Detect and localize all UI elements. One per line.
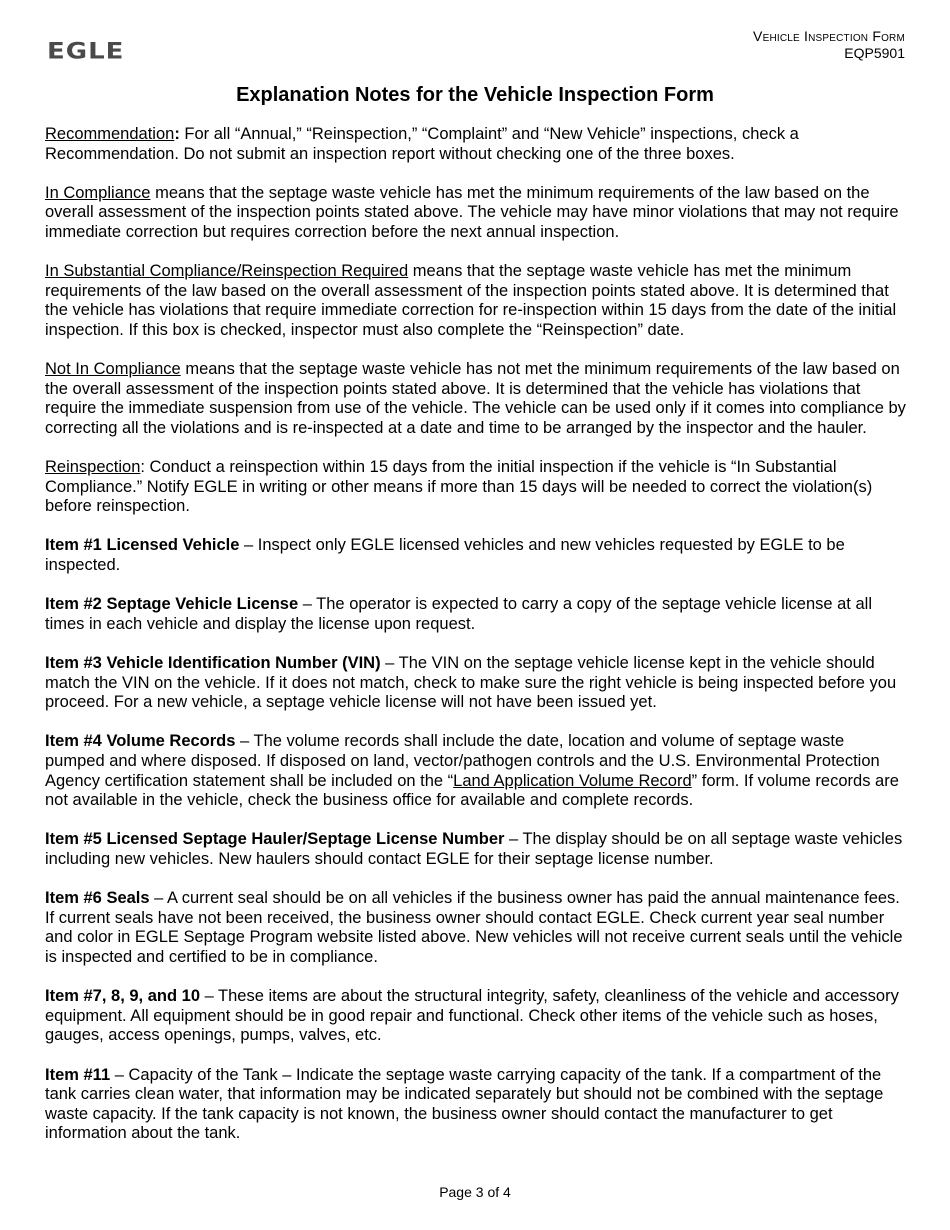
paragraph-text: : Conduct a reinspection within 15 days from the initial inspection if the vehicle is “In Substantial Compliance.” Notify EGLE in writing or other means if more than 15 days will be needed to correct the violation(s) before reinspection. xyxy=(45,458,873,516)
egle-logo: EGLE xyxy=(47,39,125,65)
term: Item #11 xyxy=(45,1065,111,1084)
term: In Substantial Compliance/Reinspection Required xyxy=(45,262,409,281)
paragraph-item-3 xyxy=(45,654,907,713)
paragraph-item-1 xyxy=(45,536,907,575)
page-title: Explanation Notes for the Vehicle Inspection Form xyxy=(236,84,714,106)
paragraph-text: means that the septage waste vehicle has met the minimum requirements of the law based on the overall assessment of the inspection points stated above. The vehicle may have minor violations that may not require immediate correction but requires correction before the next annual inspection. xyxy=(45,183,899,241)
form-number: EQP5901 xyxy=(844,45,905,61)
paragraph-text: means that the septage waste vehicle has met the minimum requirements of the law based on the overall assessment of the inspection points stated above. It is determined that the vehicle has violations that require immediate correction for re-inspection within 15 days from the date of the initial inspection. If this box is checked, inspector must also complete the “Reinspection” date. xyxy=(45,262,897,339)
paragraph-text: – A current seal should be on all vehicles if the business owner has paid the annual maintenance fees. If current seals have not been received, the business owner should contact EGLE. Check current year seal number and color in EGLE Septage Program website listed above. New vehicles will not receive current seals until the vehicle is inspected and certified to be in compliance. xyxy=(45,889,903,966)
paragraph-text-end: ” form. If volume records are not available in the vehicle, check the business office for available and complete records. xyxy=(45,771,899,810)
paragraph-text: – Capacity of the Tank – Indicate the septage waste carrying capacity of the tank. If a compartment of the tank carries clean water, that information may be indicated separately but should not be combined with the septage waste capacity. If the tank capacity is not known, the business owner should contact the manufacturer to get information about the tank. xyxy=(45,1065,884,1143)
paragraph-substantial-compliance xyxy=(45,262,907,340)
term: Reinspection xyxy=(45,458,141,477)
paragraph-item-4 xyxy=(45,732,907,810)
paragraph-item-11 xyxy=(45,1066,907,1144)
form-title: Vehicle Inspection Form xyxy=(753,28,905,44)
paragraph-recommendation xyxy=(45,125,907,164)
term: Not In Compliance xyxy=(45,360,181,379)
term: Item #5 Licensed Septage Hauler/Septage License Number xyxy=(45,830,505,849)
paragraph-text: – The volume records shall include the date, location and volume of septage waste pumped and where disposed. If disposed on land, vector/pathogen controls and the U.S. Environmental Protection Agency certification statement shall be included on the “ xyxy=(45,732,880,790)
paragraph-reinspection xyxy=(45,458,907,517)
paragraph-item-2 xyxy=(45,595,907,634)
form-header xyxy=(753,28,905,62)
paragraph-text: means that the septage waste vehicle has not met the minimum requirements of the law based on the overall assessment of the inspection points stated above. It is determined that the vehicle has violations that require the immediate suspension from use of the vehicle. The vehicle can be used only if it comes into compliance by correcting all the violations and is re-inspected at a date and time to be arranged by the inspector and the hauler. xyxy=(45,360,906,437)
paragraph-text: – The operator is expected to carry a copy of the septage vehicle license at all times in each vehicle and display the license upon request. xyxy=(45,595,872,633)
paragraph-text: – These items are about the structural integrity, safety, cleanliness of the vehicle and accessory equipment. All equipment should be in good repair and functional. Check other items of the vehicle such as hoses, gauges, access openings, pumps, valves, etc. xyxy=(45,987,899,1045)
term: Item #1 Licensed Vehicle xyxy=(45,536,240,555)
term: Recommendation xyxy=(45,125,175,143)
paragraph-text: – The display should be on all septage waste vehicles including new vehicles. New haulers should contact EGLE for their septage license number. xyxy=(45,830,903,868)
term: In Compliance xyxy=(45,183,151,202)
paragraph-item-7-10 xyxy=(45,987,907,1046)
paragraph-text: – The VIN on the septage vehicle license kept in the vehicle should match the VIN on the vehicle. If it does not match, check to make sure the right vehicle is being inspected before you proceed. For a new vehicle, a septage vehicle license will not have been issued yet. xyxy=(45,654,897,712)
land-application-volume-record-link: Land Application Volume Record xyxy=(453,771,692,790)
paragraph-in-compliance xyxy=(45,184,907,243)
term: Item #6 Seals xyxy=(45,889,150,908)
term: Item #7, 8, 9, and 10 xyxy=(45,987,200,1006)
page-number: Page 3 of 4 xyxy=(439,1184,511,1200)
term: Item #3 Vehicle Identification Number (VIN) xyxy=(45,654,381,673)
paragraph-text: For all “Annual,” “Reinspection,” “Complaint” and “New Vehicle” inspections, check a Recommendation. Do not submit an inspection report without checking one of the three boxes. xyxy=(45,125,799,163)
paragraph-item-5 xyxy=(45,830,907,869)
paragraph-item-6 xyxy=(45,889,907,967)
term: Item #2 Septage Vehicle License xyxy=(45,595,299,614)
document-body xyxy=(45,125,907,1163)
term-colon: : xyxy=(174,125,180,143)
paragraph-text: – Inspect only EGLE licensed vehicles and new vehicles requested by EGLE to be inspected. xyxy=(45,536,845,575)
term: Item #4 Volume Records xyxy=(45,732,236,751)
paragraph-not-in-compliance xyxy=(45,360,907,438)
